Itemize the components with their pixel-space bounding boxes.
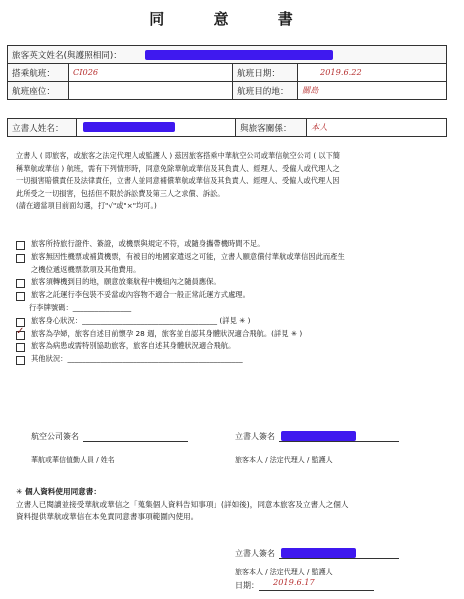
- signer-row: [8, 119, 447, 137]
- signer-signature-line: [279, 432, 399, 442]
- airline-signature-line: [83, 432, 188, 442]
- relation-value: 本人: [311, 122, 328, 132]
- intro-line: (請在適當項目前面勾選，打"√"或"×"均可。): [16, 201, 157, 211]
- privacy-title: ✳ 個人資料使用同意書：: [16, 487, 101, 496]
- intro-line: 稱華航或華信 ) 航班，需有下列情形時，同意免除華航或華信及其負責人、經理人、受僱人或代理人之: [16, 163, 340, 173]
- option-checkbox[interactable]: [16, 279, 25, 288]
- option-text: 旅客所持旅行證件、簽證，或機票與規定不符，或隨身攜帶機時間不足。: [31, 239, 265, 248]
- relation-value-cell: [307, 119, 447, 137]
- redacted-privacy-signature: [281, 548, 356, 558]
- option-row[interactable]: [16, 315, 452, 328]
- signer-info-table: [7, 118, 447, 137]
- flight-row: [8, 64, 447, 82]
- destination-value-cell: [298, 82, 447, 100]
- option-text: 旅客須轉機到目的地，願意放棄航程中機組內之隨員應保。: [31, 277, 221, 287]
- relation-label: 與旅客關係：: [236, 119, 307, 137]
- privacy-signer-label: 立書人簽名: [235, 549, 275, 558]
- signer-signature-label: 立書人簽名: [235, 432, 275, 441]
- pregnancy-checkbox[interactable]: [16, 331, 25, 340]
- privacy-line: 立書人已閱讀並接受華航或華信之「蒐集個人資料告知事項」(詳如後)，同意本旅客及立書人之個人: [16, 499, 349, 509]
- consent-intro: [16, 150, 452, 213]
- option-line: 旅客無因性機票或補貨機票，有被目的地國家遣返之可能，立書人願意償付華航或華信因此而產生: [31, 251, 345, 261]
- option-checkbox[interactable]: [16, 241, 25, 250]
- passenger-name-cell: [8, 46, 447, 64]
- intro-line: 立書人 ( 即旅客，或旅客之法定代理人或監護人 ) 茲因旅客搭乘中華航空公司或華信航空公司 ( 以下簡: [16, 151, 340, 160]
- seat-value: [69, 82, 233, 100]
- date-label: 航班日期：: [233, 64, 298, 82]
- privacy-signature-block: [235, 548, 399, 591]
- redacted-signature: [281, 431, 356, 441]
- baggage-tag-text: 行李牌號碼：________________: [29, 302, 132, 312]
- consent-options: [16, 238, 452, 366]
- redacted-passenger-name: [145, 50, 333, 60]
- baggage-tag-row: [16, 302, 452, 315]
- intro-line: 此所受之一切損害，包括但不限於訴訟費及第三人之求償、訴訟。: [16, 188, 225, 198]
- option-text: [31, 251, 345, 277]
- signer-signature-sub: 旅客本人 / 法定代理人 / 監護人: [235, 456, 333, 464]
- option-row[interactable]: [16, 251, 452, 277]
- privacy-date-value: 2019.6.17: [273, 577, 315, 587]
- option-checkbox[interactable]: [16, 254, 25, 263]
- option-line: 之機位遞返機票款項及其他費用。: [31, 264, 141, 274]
- date-value-cell: [298, 64, 447, 82]
- option-text: 其他狀況：________________________________________________: [31, 354, 243, 364]
- destination-label: 航班目的地：: [233, 82, 298, 100]
- option-row[interactable]: [16, 353, 452, 366]
- seat-label: 航班座位：: [8, 82, 69, 100]
- privacy-date-label: 日期：: [235, 581, 259, 590]
- seat-row: [8, 82, 447, 100]
- page-title: 同 意 書: [149, 10, 315, 28]
- privacy-consent: [16, 486, 452, 524]
- option-row[interactable]: [16, 276, 452, 289]
- privacy-line: 資料提供華航或華信在本免責同意書事項範圍內使用。: [16, 512, 199, 522]
- signer-signature-block: [235, 431, 399, 465]
- privacy-date-row: [235, 577, 399, 591]
- option-checkbox[interactable]: [16, 292, 25, 301]
- option-text: 旅客為孕婦，旅客自述目前懷孕 28 週，旅客並自認其身體狀況適合飛航。(詳見 ✳ ): [31, 328, 303, 338]
- signer-name-label: 立書人姓名：: [8, 119, 77, 137]
- privacy-signature-line: [279, 549, 399, 559]
- flight-value-cell: [69, 64, 233, 82]
- passenger-name-row: [8, 46, 447, 64]
- passenger-name-label: 旅客英文姓名(與護照相同)：: [12, 50, 122, 61]
- privacy-signer-sub: 旅客本人 / 法定代理人 / 監護人: [235, 568, 333, 576]
- airline-signature-sub: 華航或華信值勤人員 / 姓名: [31, 456, 115, 464]
- destination-value: 關島: [302, 85, 319, 95]
- flight-value: CI026: [73, 67, 99, 77]
- option-text: 旅客為病患或需特別協助旅客，旅客自述其身體狀況適合飛航。: [31, 341, 236, 351]
- signer-name-cell: [77, 119, 236, 137]
- option-checkbox[interactable]: [16, 356, 25, 365]
- option-row[interactable]: [16, 289, 452, 302]
- option-text: 旅客之託運行李包裝不妥當或內容物不適合一般正常託運方式處理。: [31, 290, 250, 300]
- flight-label: 搭乘航班：: [8, 64, 69, 82]
- option-row[interactable]: [16, 328, 452, 341]
- option-text: 旅客身心狀況：_____________________________________ (詳見 ✳ ): [31, 315, 251, 325]
- intro-line: 一切損害賠償責任及法律責任，立書人並同意補償華航或華信及其負責人、經理人、受僱人或代理人因: [16, 176, 340, 186]
- privacy-date-line: [259, 577, 374, 591]
- redacted-signer-name: [83, 122, 175, 132]
- airline-signature-block: [31, 431, 188, 465]
- option-row[interactable]: [16, 340, 452, 353]
- date-value: 2019.6.22: [320, 67, 362, 77]
- airline-signature-label: 航空公司簽名: [31, 432, 79, 441]
- option-row[interactable]: [16, 238, 452, 251]
- passenger-info-table: [7, 45, 447, 100]
- option-checkbox[interactable]: [16, 343, 25, 352]
